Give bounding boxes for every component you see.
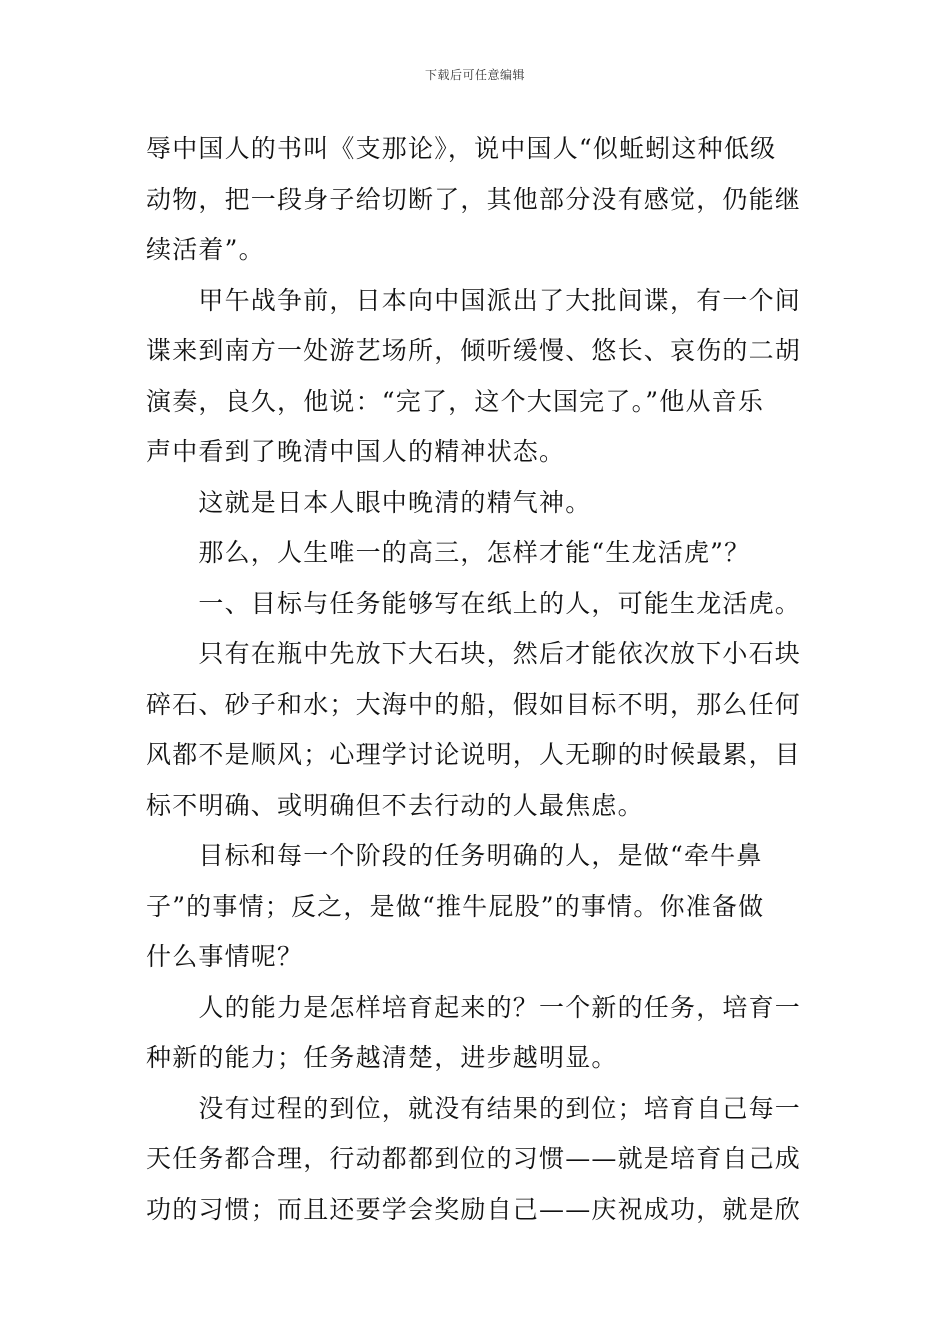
text-line: 一、目标与任务能够写在纸上的人，可能生龙活虎。 — [146, 588, 802, 618]
text-line: 标不明确、或明确但不去行动的人最焦虑。 — [146, 790, 644, 820]
text-line: 什么事情呢？ — [146, 942, 304, 971]
text-line: 谍来到南方一处游艺场所，倾听缓慢、悠长、哀伤的二胡 — [146, 336, 802, 365]
page-header: 下载后可任意编辑 — [424, 68, 525, 82]
text-line: 目标和每一个阶段的任务明确的人，是做“牵牛鼻 — [146, 841, 763, 870]
text-line: 人的能力是怎样培育起来的？一个新的任务，培育一 — [146, 992, 802, 1022]
text-line: 只有在瓶中先放下大石块，然后才能依次放下小石块 — [146, 639, 802, 668]
text-line: 功的习惯；而且还要学会奖励自己——庆祝成功，就是欣 — [146, 1194, 802, 1224]
text-line: 子”的事情；反之，是做“推牛屁股”的事情。你准备做 — [146, 891, 765, 921]
text-line: 风都不是顺风；心理学讨论说明，人无聊的时候最累，目 — [146, 740, 802, 769]
text-line: 这就是日本人眼中晚清的精气神。 — [146, 487, 592, 517]
text-line: 辱中国人的书叫《支那论》，说中国人“似蚯蚓这种低级 — [146, 134, 777, 163]
text-line: 演奏，良久，他说：“完了，这个大国完了。”他从音乐 — [146, 386, 765, 416]
text-line: 种新的能力；任务越清楚，进步越明显。 — [146, 1043, 618, 1072]
text-line: 甲午战争前，日本向中国派出了大批间谍，有一个间 — [146, 285, 802, 315]
text-line: 动物，把一段身子给切断了，其他部分没有感觉，仍能继 — [146, 184, 802, 214]
text-line: 天任务都合理，行动都都到位的习惯——就是培育自己成 — [146, 1144, 802, 1173]
text-line: 没有过程的到位，就没有结果的到位；培育自己每一 — [146, 1093, 802, 1123]
text-line: 那么，人生唯一的高三，怎样才能“生龙活虎”？ — [146, 538, 751, 567]
text-line: 声中看到了晚清中国人的精神状态。 — [146, 437, 566, 466]
text-line: 碎石、砂子和水；大海中的船，假如目标不明，那么任何 — [146, 689, 802, 719]
text-line: 续活着”。 — [146, 235, 265, 264]
document-body — [146, 124, 810, 1235]
